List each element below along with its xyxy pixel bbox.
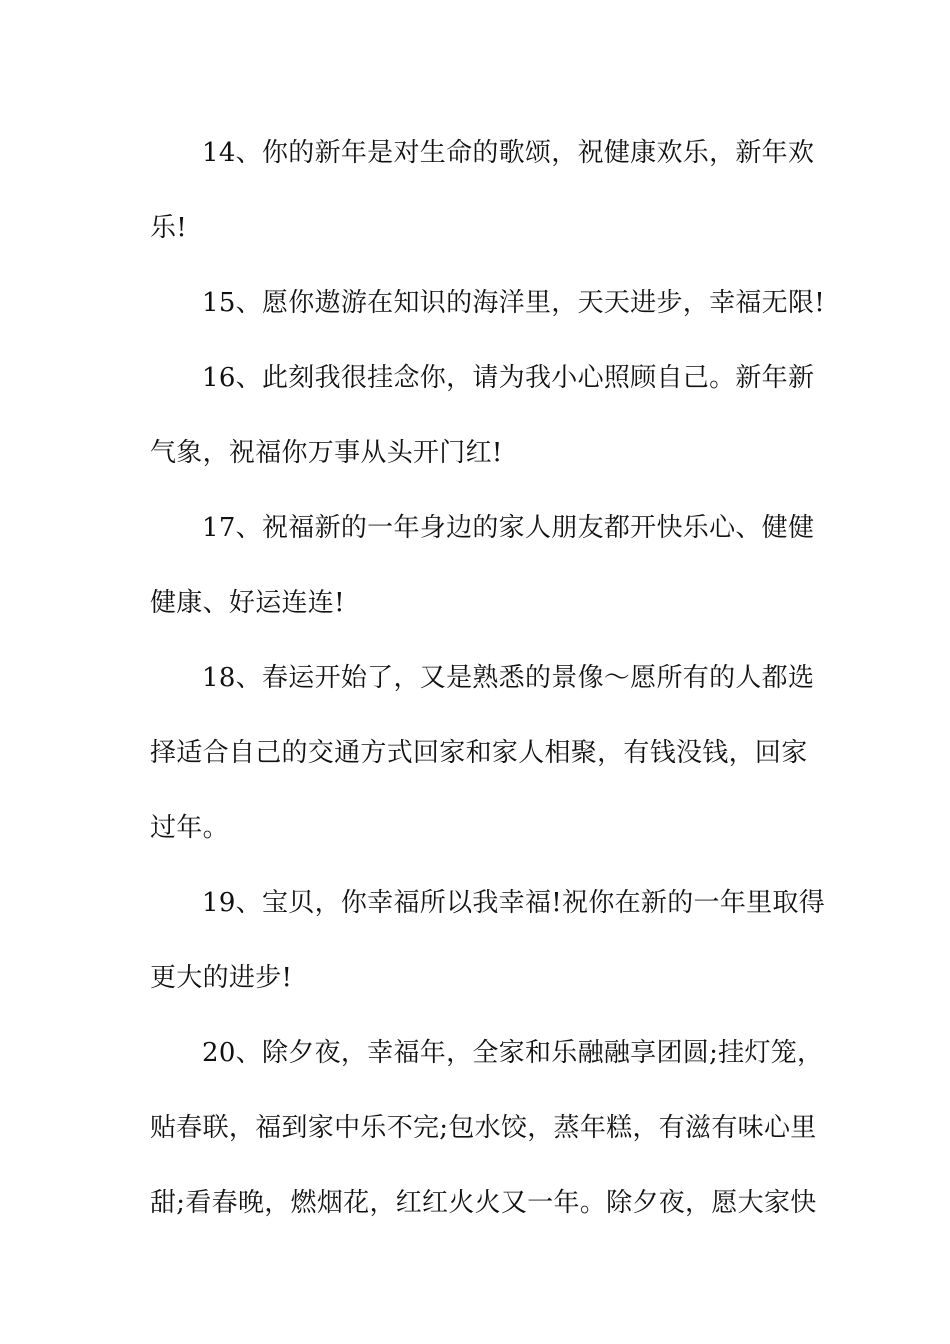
greeting-20-line-3: 甜;看春晚，燃烟花，红红火火又一年。除夕夜，愿大家快 — [150, 1188, 817, 1218]
greeting-18-line-3: 过年。 — [150, 813, 229, 843]
greeting-20-line-2: 贴春联，福到家中乐不完;包水饺，蒸年糕，有滋有味心里 — [150, 1113, 817, 1143]
greeting-18-line-2: 择适合自己的交通方式回家和家人相聚，有钱没钱，回家 — [150, 738, 808, 768]
greeting-17-line-2: 健康、好运连连! — [150, 588, 345, 618]
greeting-19-line-1: 19、宝贝，你幸福所以我幸福!祝你在新的一年里取得 — [202, 888, 826, 918]
greeting-17-line-1: 17、祝福新的一年身边的家人朋友都开快乐心、健健 — [202, 513, 815, 543]
greeting-14-line-1: 14、你的新年是对生命的歌颂，祝健康欢乐，新年欢 — [202, 138, 815, 168]
greeting-15-line-1: 15、愿你遨游在知识的海洋里，天天进步，幸福无限! — [202, 288, 826, 318]
greeting-16-line-1: 16、此刻我很挂念你，请为我小心照顾自己。新年新 — [202, 363, 815, 393]
greeting-16-line-2: 气象，祝福你万事从头开门红! — [150, 438, 503, 468]
greeting-20-line-1: 20、除夕夜，幸福年，全家和乐融融享团圆;挂灯笼， — [202, 1038, 824, 1068]
greeting-18-line-1: 18、春运开始了，又是熟悉的景像～愿所有的人都选 — [202, 663, 815, 693]
greeting-19-line-2: 更大的进步! — [150, 963, 293, 993]
greeting-14-line-2: 乐! — [150, 213, 188, 243]
